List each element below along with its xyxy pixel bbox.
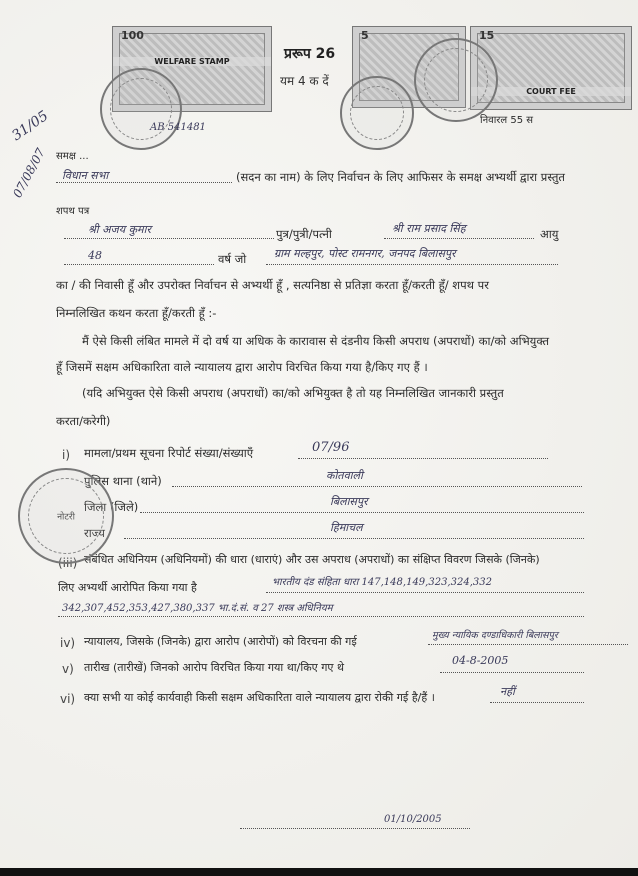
detail-iii-value: बिलासपुर: [330, 495, 368, 508]
item1-line-c: (यदि अभियुक्त ऐसे किसी अपराध (अपराधों) का/को अभियुक्त है तो यह निम्नलिखित जानकारी प्रस्तुत: [82, 386, 504, 400]
detail-iii-label: जिला (जिले): [84, 500, 139, 514]
roman-i: i): [62, 448, 71, 462]
stamp-value: 100: [121, 29, 144, 42]
section-line-a: संबंधित अधिनियम (अधिनियमों) की धारा (धाराएं) और उस अपराध (अपराधों) का संक्षिप्त विवरण जिसके (जिनके): [84, 553, 540, 566]
line5-text: का / की निवासी हूँ और उपरोक्त निर्वाचन से अभ्यर्थी हूँ , सत्यनिष्ठा से प्रतिज्ञा करता हूँ/करती हूँ/ शपथ पर: [56, 278, 489, 292]
cancellation-seal: [100, 68, 182, 150]
footer-date: 01/10/2005: [384, 814, 442, 825]
candidate-name: श्री अजय कुमार: [88, 223, 151, 236]
line4-text: वर्ष जो: [218, 252, 247, 266]
line1-prefix: समक्ष ...: [56, 151, 89, 162]
stamp-value: 15: [479, 29, 495, 42]
line1-handwriting: विधान सभा: [62, 169, 109, 182]
cancellation-seal: [414, 38, 498, 122]
stamp-serial: AB 541481: [150, 122, 206, 133]
roman-iii: (iii): [58, 556, 78, 570]
margin-date: 31/05: [9, 107, 52, 145]
age-label: आयु: [540, 227, 559, 241]
detail-v-value: मुख्य न्यायिक दण्डाधिकारी बिलासपुर: [432, 630, 558, 641]
detail-vii-label: क्या सभी या कोई कार्यवाही किसी सक्षम अधिकारिता वाले न्यायालय द्वारा रोकी गई है/हैं ।: [84, 691, 435, 704]
address-handwriting: ग्राम मल्हपुर, पोस्ट रामनगर, जनपद बिलासपुर: [274, 247, 456, 260]
stamp-label: WELFARE STAMP: [113, 57, 271, 66]
age-value: 48: [88, 249, 102, 262]
section-line-b-value: भारतीय दंड संहिता धारा 147,148,149,323,324,332: [272, 577, 492, 588]
stamp-label: COURT FEE: [471, 87, 631, 96]
notary-seal-label: नोटरी: [57, 512, 75, 523]
item1-line-a: मैं ऐसे किसी लंबित मामले में दो वर्ष या अधिक के कारावास से दंडनीय किसी अपराध (अपराधों) का/को अभियुक्त: [82, 334, 550, 348]
margin-date-2: 07/08/07: [10, 145, 48, 201]
roman-iv: iv): [60, 636, 76, 650]
scan-edge: [0, 868, 638, 876]
stamp-value: 5: [361, 29, 369, 42]
line6-text: निम्नलिखित कथन करता हूँ/करती हूँ :-: [56, 306, 217, 320]
detail-vi-label: तारीख (तारीखें) जिनको आरोप विरचित किया गया था/किए गए थे: [84, 661, 345, 674]
section-line-b-label: लिए अभ्यर्थी आरोपित किया गया है: [58, 581, 197, 594]
detail-iv-label: राज्य: [84, 526, 105, 540]
roman-vi: vi): [60, 692, 76, 706]
detail-iv-value: हिमाचल: [330, 521, 363, 534]
notary-seal: [18, 468, 114, 564]
parent-name: श्री राम प्रसाद सिंह: [392, 222, 466, 235]
detail-ii-value: कोतवाली: [326, 469, 363, 482]
detail-ii-label: पुलिस थाना (थाने): [84, 474, 162, 488]
detail-v-label: न्यायालय, जिसके (जिनके) द्वारा आरोप (आरोपों) को विरचना की गई: [84, 635, 357, 648]
stamp-serial-right: निवारल 55 स: [480, 115, 534, 126]
line2-text: शपथ पत्र: [56, 206, 90, 217]
item1-line-d: करता/करेगी): [56, 414, 111, 428]
rule-reference: यम 4 क दें: [280, 74, 329, 88]
cancellation-seal: [340, 76, 414, 150]
relation-label: पुत्र/पुत्री/पत्नी: [276, 227, 332, 241]
line1-text: (सदन का नाम) के लिए निर्वाचन के लिए आफिसर के समक्ष अभ्यर्थी द्वारा प्रस्तुत: [236, 170, 565, 184]
detail-i-value: 07/96: [312, 440, 350, 455]
form-title: प्ररूप 26: [284, 46, 336, 62]
detail-vii-value: नहीं: [500, 685, 515, 698]
roman-v: v): [62, 662, 74, 676]
detail-vi-value: 04-8-2005: [452, 654, 509, 667]
section-line-c-value: 342,307,452,353,427,380,337 भा.दं.सं. व 27 शस्त्र अधिनियम: [62, 603, 333, 614]
item1-line-b: हूँ जिसमें सक्षम अधिकारिता वाले न्यायालय द्वारा आरोप विरचित किया गया है/किए गए हैं ।: [56, 360, 428, 374]
detail-i-label: मामला/प्रथम सूचना रिपोर्ट संख्या/संख्याएँ: [84, 446, 254, 460]
